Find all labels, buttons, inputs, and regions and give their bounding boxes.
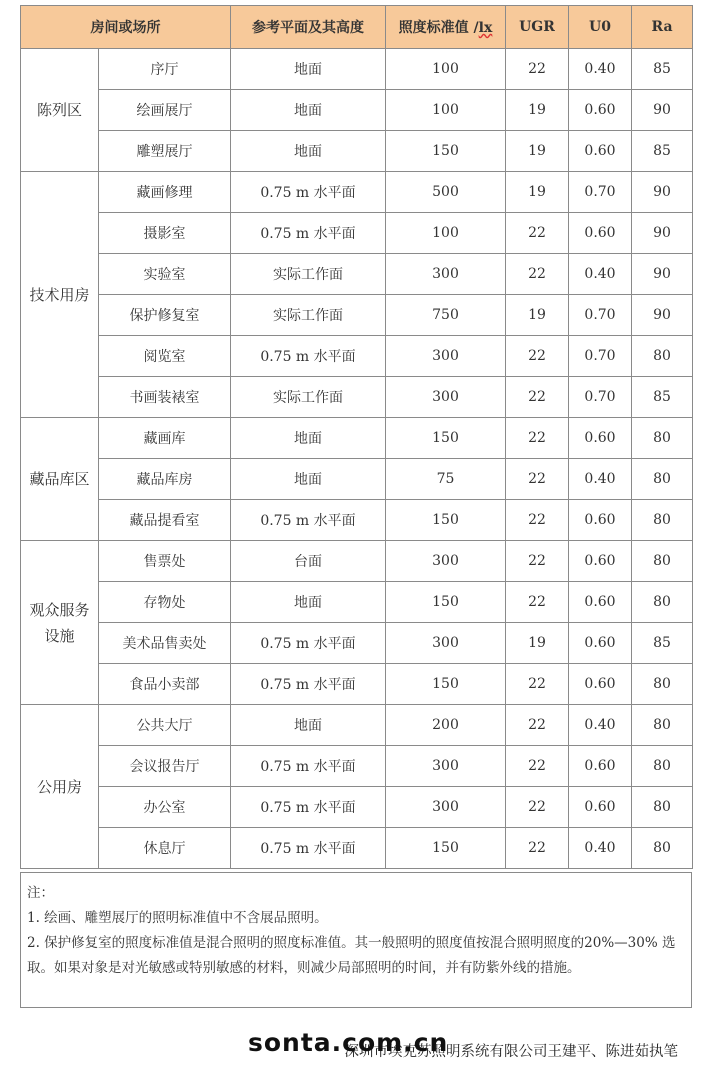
ra-cell: 90 [632, 90, 693, 131]
table-row [21, 295, 693, 336]
room-cell: 美术品售卖处 [99, 623, 231, 664]
ugr-cell: 22 [506, 254, 569, 295]
reference-plane-cell: 0.75 m 水平面 [231, 213, 386, 254]
ugr-cell: 22 [506, 664, 569, 705]
illuminance-cell: 200 [386, 705, 506, 746]
room-cell: 绘画展厅 [99, 90, 231, 131]
ra-cell: 80 [632, 582, 693, 623]
u0-cell: 0.60 [569, 418, 632, 459]
illuminance-cell: 75 [386, 459, 506, 500]
room-cell: 序厅 [99, 49, 231, 90]
u0-cell: 0.70 [569, 172, 632, 213]
u0-cell: 0.60 [569, 541, 632, 582]
u0-cell: 0.70 [569, 377, 632, 418]
zone-cell: 藏品库区 [21, 418, 99, 541]
illuminance-cell: 150 [386, 828, 506, 869]
u0-cell: 0.40 [569, 459, 632, 500]
illuminance-cell: 300 [386, 787, 506, 828]
table-row [21, 418, 693, 459]
note-2: 2. 保护修复室的照度标准值是混合照明的照度标准值。其一般照明的照度值按混合照明照度的20%—30% 选取。如果对象是对光敏感或特别敏感的材料，则减少局部照明的时间，并有防紫外线的措施。 [27, 935, 676, 976]
u0-cell: 0.40 [569, 254, 632, 295]
ra-cell: 90 [632, 213, 693, 254]
notes-title: 注： [27, 885, 54, 901]
table-row [21, 213, 693, 254]
ra-cell: 80 [632, 500, 693, 541]
ra-cell: 80 [632, 705, 693, 746]
zone-cell: 技术用房 [21, 172, 99, 418]
table-row [21, 664, 693, 705]
ugr-cell: 22 [506, 746, 569, 787]
lighting-standards-table [20, 5, 693, 869]
illuminance-cell: 750 [386, 295, 506, 336]
reference-plane-cell: 地面 [231, 582, 386, 623]
header-illuminance: 照度标准值 /lx [386, 6, 506, 49]
table-row [21, 746, 693, 787]
ugr-cell: 22 [506, 459, 569, 500]
ugr-cell: 19 [506, 623, 569, 664]
illuminance-cell: 300 [386, 336, 506, 377]
ra-cell: 90 [632, 254, 693, 295]
table-row [21, 172, 693, 213]
illuminance-cell: 100 [386, 90, 506, 131]
illuminance-cell: 300 [386, 254, 506, 295]
u0-cell: 0.60 [569, 664, 632, 705]
table-row [21, 254, 693, 295]
room-cell: 存物处 [99, 582, 231, 623]
u0-cell: 0.60 [569, 746, 632, 787]
ra-cell: 80 [632, 336, 693, 377]
ra-cell: 85 [632, 623, 693, 664]
ra-cell: 85 [632, 131, 693, 172]
reference-plane-cell: 地面 [231, 459, 386, 500]
room-cell: 阅览室 [99, 336, 231, 377]
zone-cell: 陈列区 [21, 49, 99, 172]
u0-cell: 0.40 [569, 828, 632, 869]
watermark: sonta.com.cn [248, 1028, 449, 1057]
illuminance-cell: 500 [386, 172, 506, 213]
room-cell: 藏品库房 [99, 459, 231, 500]
reference-plane-cell: 地面 [231, 90, 386, 131]
table-row [21, 336, 693, 377]
ra-cell: 80 [632, 459, 693, 500]
ra-cell: 80 [632, 787, 693, 828]
header-u0: U0 [569, 6, 632, 49]
reference-plane-cell: 地面 [231, 418, 386, 459]
ugr-cell: 19 [506, 90, 569, 131]
illuminance-cell: 150 [386, 582, 506, 623]
reference-plane-cell: 0.75 m 水平面 [231, 787, 386, 828]
ugr-cell: 22 [506, 213, 569, 254]
illuminance-cell: 150 [386, 418, 506, 459]
illuminance-cell: 100 [386, 49, 506, 90]
ugr-cell: 19 [506, 295, 569, 336]
ra-cell: 80 [632, 746, 693, 787]
header-ugr: UGR [506, 6, 569, 49]
ugr-cell: 22 [506, 582, 569, 623]
illuminance-cell: 300 [386, 377, 506, 418]
table-row [21, 541, 693, 582]
ugr-cell: 22 [506, 377, 569, 418]
room-cell: 保护修复室 [99, 295, 231, 336]
illuminance-cell: 300 [386, 623, 506, 664]
table-row [21, 377, 693, 418]
ra-cell: 80 [632, 664, 693, 705]
table-row [21, 828, 693, 869]
ugr-cell: 19 [506, 131, 569, 172]
reference-plane-cell: 0.75 m 水平面 [231, 500, 386, 541]
room-cell: 藏画修理 [99, 172, 231, 213]
ugr-cell: 22 [506, 828, 569, 869]
room-cell: 售票处 [99, 541, 231, 582]
reference-plane-cell: 0.75 m 水平面 [231, 336, 386, 377]
reference-plane-cell: 地面 [231, 131, 386, 172]
ra-cell: 85 [632, 377, 693, 418]
room-cell: 藏画库 [99, 418, 231, 459]
ugr-cell: 22 [506, 500, 569, 541]
reference-plane-cell: 台面 [231, 541, 386, 582]
table-row [21, 90, 693, 131]
reference-plane-cell: 实际工作面 [231, 295, 386, 336]
table-row [21, 459, 693, 500]
table-row [21, 131, 693, 172]
room-cell: 摄影室 [99, 213, 231, 254]
reference-plane-cell: 地面 [231, 49, 386, 90]
table-header-row [21, 6, 693, 49]
reference-plane-cell: 0.75 m 水平面 [231, 664, 386, 705]
reference-plane-cell: 0.75 m 水平面 [231, 172, 386, 213]
ugr-cell: 22 [506, 49, 569, 90]
room-cell: 藏品提看室 [99, 500, 231, 541]
ra-cell: 80 [632, 828, 693, 869]
room-cell: 书画装裱室 [99, 377, 231, 418]
illuminance-cell: 300 [386, 541, 506, 582]
table-row [21, 787, 693, 828]
zone-cell: 公用房 [21, 705, 99, 869]
illuminance-cell: 100 [386, 213, 506, 254]
reference-plane-cell: 0.75 m 水平面 [231, 623, 386, 664]
u0-cell: 0.60 [569, 213, 632, 254]
u0-cell: 0.40 [569, 49, 632, 90]
room-cell: 办公室 [99, 787, 231, 828]
illuminance-cell: 150 [386, 500, 506, 541]
table-row [21, 623, 693, 664]
room-cell: 雕塑展厅 [99, 131, 231, 172]
u0-cell: 0.60 [569, 623, 632, 664]
room-cell: 食品小卖部 [99, 664, 231, 705]
u0-cell: 0.60 [569, 90, 632, 131]
u0-cell: 0.70 [569, 295, 632, 336]
ugr-cell: 22 [506, 787, 569, 828]
u0-cell: 0.60 [569, 131, 632, 172]
reference-plane-cell: 地面 [231, 705, 386, 746]
header-ra: Ra [632, 6, 693, 49]
u0-cell: 0.40 [569, 705, 632, 746]
table-row [21, 705, 693, 746]
ugr-cell: 22 [506, 418, 569, 459]
ugr-cell: 22 [506, 336, 569, 377]
table-row [21, 500, 693, 541]
reference-plane-cell: 0.75 m 水平面 [231, 746, 386, 787]
reference-plane-cell: 实际工作面 [231, 254, 386, 295]
ugr-cell: 19 [506, 172, 569, 213]
zone-cell: 观众服务设施 [21, 541, 99, 705]
table-row [21, 582, 693, 623]
author-credit: 深圳市埃克苏照明系统有限公司王建平、陈进茹执笔 [344, 1044, 678, 1060]
header-reference-plane: 参考平面及其高度 [231, 6, 386, 49]
illuminance-cell: 150 [386, 664, 506, 705]
ra-cell: 80 [632, 541, 693, 582]
u0-cell: 0.60 [569, 787, 632, 828]
room-cell: 实验室 [99, 254, 231, 295]
notes-box [20, 872, 692, 1008]
ra-cell: 90 [632, 172, 693, 213]
illuminance-cell: 300 [386, 746, 506, 787]
ra-cell: 90 [632, 295, 693, 336]
room-cell: 会议报告厅 [99, 746, 231, 787]
room-cell: 公共大厅 [99, 705, 231, 746]
illuminance-cell: 150 [386, 131, 506, 172]
table-row [21, 49, 693, 90]
u0-cell: 0.60 [569, 500, 632, 541]
u0-cell: 0.60 [569, 582, 632, 623]
header-room: 房间或场所 [21, 6, 231, 49]
room-cell: 休息厅 [99, 828, 231, 869]
note-1: 1. 绘画、雕塑展厅的照明标准值中不含展品照明。 [27, 910, 328, 926]
ra-cell: 85 [632, 49, 693, 90]
reference-plane-cell: 0.75 m 水平面 [231, 828, 386, 869]
reference-plane-cell: 实际工作面 [231, 377, 386, 418]
ugr-cell: 22 [506, 705, 569, 746]
u0-cell: 0.70 [569, 336, 632, 377]
ra-cell: 80 [632, 418, 693, 459]
ugr-cell: 22 [506, 541, 569, 582]
